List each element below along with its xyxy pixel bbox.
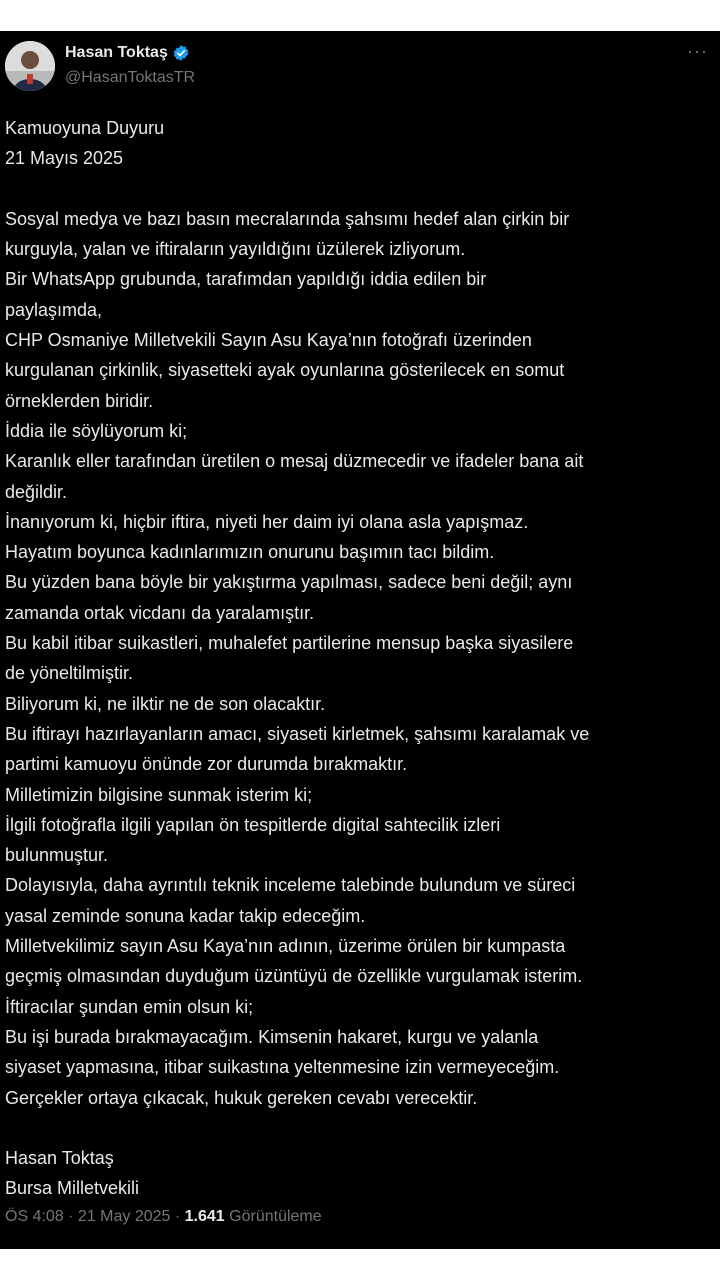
post-line: yasal zeminde sonuna kadar takip edeceğim. <box>5 905 366 926</box>
view-count: 1.641 <box>184 1208 225 1225</box>
post-line: Bursa Milletvekili <box>5 1178 140 1199</box>
more-options-icon[interactable]: ··· <box>687 41 708 61</box>
author-display-name[interactable]: Hasan Toktaş <box>65 44 168 61</box>
post-meta <box>5 1208 322 1226</box>
post-line: kurguyla, yalan ve iftiraların yayıldığını üzülerek izliyorum. <box>5 239 466 260</box>
post-line: örneklerden biridir. <box>5 390 154 411</box>
post-line: CHP Osmaniye Milletvekili Sayın Asu Kaya’nın fotoğrafı üzerinden <box>5 330 532 351</box>
post-line: Bu iftirayı hazırlayanların amacı, siyaseti kirletmek, şahsımı karalamak ve <box>5 723 590 744</box>
post-line: Milletvekilimiz sayın Asu Kaya’nın adının, üzerime örülen bir kumpasta <box>5 936 566 957</box>
post-line: Bir WhatsApp grubunda, tarafımdan yapıldığı iddia edilen bir <box>5 269 487 290</box>
post-line: Gerçekler ortaya çıkacak, hukuk gereken cevabı verecektir. <box>5 1087 478 1108</box>
author-handle[interactable]: @HasanToktasTR <box>65 69 196 86</box>
post-text <box>5 113 711 1204</box>
avatar[interactable] <box>5 41 55 91</box>
post-line: de yöneltilmiştir. <box>5 663 134 684</box>
author-name-row[interactable] <box>65 44 190 62</box>
post-line: Dolayısıyla, daha ayrıntılı teknik inceleme talebinde bulundum ve süreci <box>5 875 576 896</box>
post-line: İlgili fotoğrafla ilgili yapılan ön tespitlerde digital sahtecilik izleri <box>5 814 501 835</box>
post-line: zamanda ortak vicdanı da yaralamıştır. <box>5 602 315 623</box>
post-line: Milletimizin bilgisine sunmak isterim ki; <box>5 784 313 805</box>
post-line: Bu kabil itibar suikastleri, muhalefet partilerine mensup başka siyasilere <box>5 633 574 654</box>
views-label: Görüntüleme <box>224 1208 322 1225</box>
post-line: paylaşımda, <box>5 299 103 320</box>
post-line: partimi kamuoyu önünde zor durumda bırakmaktır. <box>5 754 408 775</box>
post-line: Kamuoyuna Duyuru <box>5 118 165 138</box>
post-line: bulunmuştur. <box>5 845 109 866</box>
profile-photo-icon <box>5 41 55 91</box>
post-line: İnanıyorum ki, hiçbir iftira, niyeti her daim iyi olana asla yapışmaz. <box>5 511 529 532</box>
post-line: 21 Mayıs 2025 <box>5 148 124 169</box>
post-line: Bu yüzden bana böyle bir yakıştırma yapılması, sadece beni değil; aynı <box>5 572 573 593</box>
post-line: Hayatım boyunca kadınlarımızın onurunu başımın tacı bildim. <box>5 542 495 563</box>
post-line: siyaset yapmasına, itibar suikastına yeltenmesine izin vermeyeceğim. <box>5 1057 560 1078</box>
verified-badge-icon <box>172 44 190 62</box>
post-line: İddia ile söylüyorum ki; <box>5 420 188 441</box>
post-line: değildir. <box>5 481 68 502</box>
post-line: İftiracılar şundan emin olsun ki; <box>5 996 254 1017</box>
post-line: Karanlık eller tarafından üretilen o mesaj düzmecedir ve ifadeler bana ait <box>5 451 584 472</box>
post-line: Bu işi burada bırakmayacağım. Kimsenin hakaret, kurgu ve yalanla <box>5 1026 539 1047</box>
tweet-card <box>0 31 720 1249</box>
post-line <box>5 1113 711 1143</box>
post-timestamp[interactable]: ÖS 4:08 · 21 May 2025 · <box>5 1208 185 1225</box>
post-line: Hasan Toktaş <box>5 1148 114 1169</box>
post-line: kurgulanan çirkinlik, siyasetteki ayak oyunlarına gösterilecek en somut <box>5 360 565 381</box>
post-line: geçmiş olmasından duyduğum üzüntüyü de özellikle vurgulamak isterim. <box>5 966 583 987</box>
post-line <box>5 174 711 204</box>
post-line: Sosyal medya ve bazı basın mecralarında şahsımı hedef alan çirkin bir <box>5 208 570 229</box>
post-line: Biliyorum ki, ne ilktir ne de son olacaktır. <box>5 693 326 714</box>
